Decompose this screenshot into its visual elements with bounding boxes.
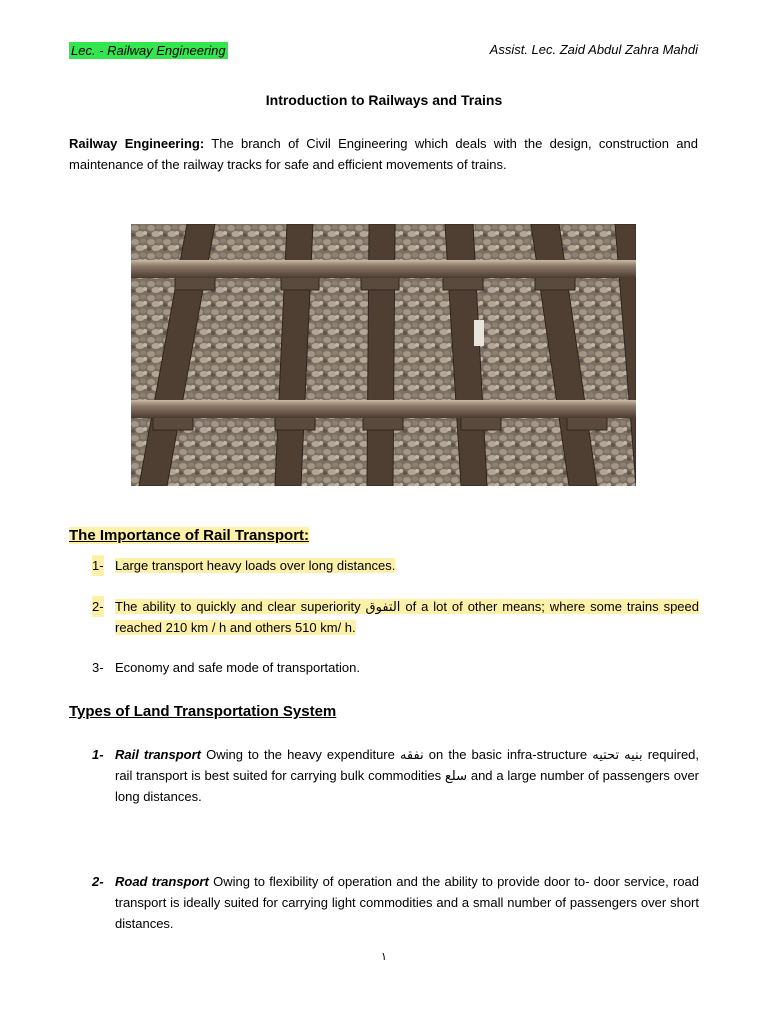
importance-item-3	[92, 657, 699, 678]
types-item-1-label: Rail transport	[115, 747, 201, 762]
header-author: Assist. Lec. Zaid Abdul Zahra Mahdi	[489, 42, 698, 57]
definition-term: Railway Engineering:	[69, 136, 205, 151]
importance-item-2-number: 2-	[92, 596, 104, 617]
importance-item-3-number: 3-	[92, 660, 104, 675]
page-number: ١	[381, 951, 387, 963]
importance-heading	[69, 527, 309, 544]
types-item-2	[92, 871, 699, 934]
header-course: Lec. - Railway Engineering	[71, 43, 226, 58]
importance-item-1-text: Large transport heavy loads over long distances.	[115, 558, 396, 573]
types-item-1-text: Owing to the heavy expenditure نفقه on the basic infra-structure بنيه تحتيه required, rail transport is best suited for carrying bulk commodities سلع and a large number of passengers over long distances.	[115, 747, 700, 804]
importance-item-2	[92, 596, 699, 638]
importance-heading-text: The Importance of Rail Transport:	[69, 527, 310, 544]
types-item-2-text: Owing to flexibility of operation and the ability to provide door to- door service, road transport is ideally suited for carrying light commodities and a small number of passengers over short distances.	[115, 874, 700, 931]
importance-item-1-number: 1-	[92, 555, 104, 576]
definition-text: The branch of Civil Engineering which deals with the design, construction and maintenance of the railway tracks for safe and efficient movements of trains.	[69, 136, 698, 172]
types-item-2-number: 2-	[92, 874, 104, 889]
types-item-1	[92, 744, 699, 807]
page-title: Introduction to Railways and Trains	[265, 92, 503, 108]
types-item-2-label: Road transport	[115, 874, 209, 889]
types-heading: Types of Land Transportation System	[69, 703, 337, 720]
railway-track-photo	[131, 224, 636, 486]
importance-item-3-text: Economy and safe mode of transportation.	[115, 660, 360, 675]
importance-item-1	[92, 555, 699, 576]
importance-item-2-text: The ability to quickly and clear superiority التفوق of a lot of other means; where some trains speed reached 210 km / h and others 510 km/ h.	[115, 599, 699, 635]
definition-paragraph	[69, 133, 698, 175]
types-item-1-number: 1-	[92, 747, 104, 762]
